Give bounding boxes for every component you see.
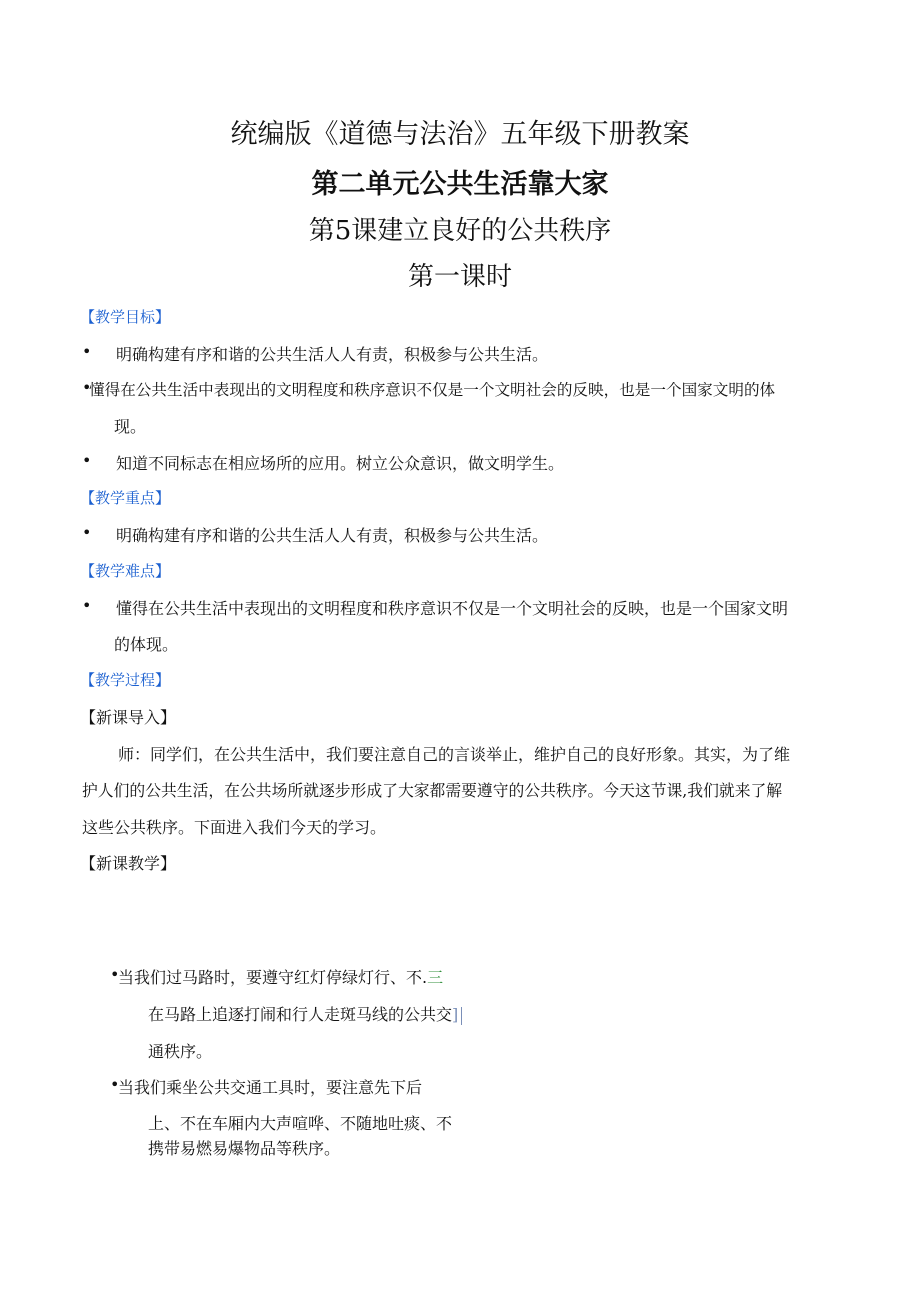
goal-item-1: 明确构建有序和谐的公共生活人人有责，积极参与公共生活。: [116, 345, 549, 364]
bullet-icon: •: [82, 378, 92, 397]
lesson-title: 第5课建立良好的公共秩序: [308, 216, 612, 246]
note-1-line-1: [118, 965, 443, 988]
period-title: 第一课时: [407, 262, 512, 292]
goals-heading: 【教学目标】: [80, 308, 171, 326]
main-title: 统编版《道德与法治》五年级下册教案: [230, 119, 690, 150]
unit-title: 第二单元公共生活靠大家: [311, 169, 609, 200]
teach-heading: 【新课教学】: [80, 854, 177, 873]
difficulty-item-1-line-1: 懂得在公共生活中表现出的文明程度和秩序意识不仅是一个文明社会的反映，也是一个国家文明: [116, 599, 789, 618]
note-2-line-2: 上、不在车厢内大声喧哗、不随地吐痰、不: [148, 1114, 453, 1133]
intro-line-2: 护人们的公共生活，在公共场所就逐步形成了大家都需要遵守的公共秩序。今天这节课,我们就来了解: [82, 781, 783, 800]
bullet-icon: •: [82, 523, 92, 542]
cursor-bar: [461, 1007, 462, 1025]
goal-item-3: 知道不同标志在相应场所的应用。树立公众意识，做文明学生。: [116, 454, 565, 473]
goal-item-2-line-1: 懂得在公共生活中表现出的文明程度和秩序意识不仅是一个文明社会的反映，也是一个国家文明的体: [89, 381, 776, 399]
process-heading: 【教学过程】: [80, 671, 171, 689]
note-1-mark: 三: [427, 968, 444, 987]
focus-item-1: 明确构建有序和谐的公共生活人人有责，积极参与公共生活。: [116, 526, 549, 545]
note-2-line-1: 当我们乘坐公共交通工具时，要注意先下后: [118, 1078, 423, 1097]
intro-line-3: 这些公共秩序。下面进入我们今天的学习。: [82, 818, 387, 837]
note-1-bracket: ]: [452, 1005, 459, 1024]
note-1-line-2-text: 在马路上追逐打闹和行人走斑马线的公共交: [148, 1005, 453, 1024]
bullet-icon: •: [110, 965, 120, 984]
bullet-icon: •: [82, 451, 92, 470]
difficulty-item-1-line-2: 的体现。: [114, 635, 179, 654]
note-1-text: 当我们过马路时，要遵守红灯停绿灯行、不.: [118, 968, 428, 987]
difficulty-heading: 【教学难点】: [80, 562, 171, 580]
bullet-icon: •: [110, 1075, 120, 1094]
focus-heading: 【教学重点】: [80, 489, 171, 507]
intro-line-1: 师：同学们，在公共生活中，我们要注意自己的言谈举止，维护自己的良好形象。其实，为了维: [118, 745, 791, 764]
bullet-icon: •: [82, 342, 92, 361]
note-1-line-3: 通秩序。: [148, 1042, 213, 1061]
note-2-line-3: 携带易燃易爆物品等秩序。: [148, 1139, 341, 1158]
intro-heading: 【新课导入】: [80, 708, 177, 727]
note-1-line-2: [148, 1002, 462, 1025]
bullet-icon: •: [82, 596, 92, 615]
goal-item-2-line-2: 现。: [114, 417, 147, 436]
